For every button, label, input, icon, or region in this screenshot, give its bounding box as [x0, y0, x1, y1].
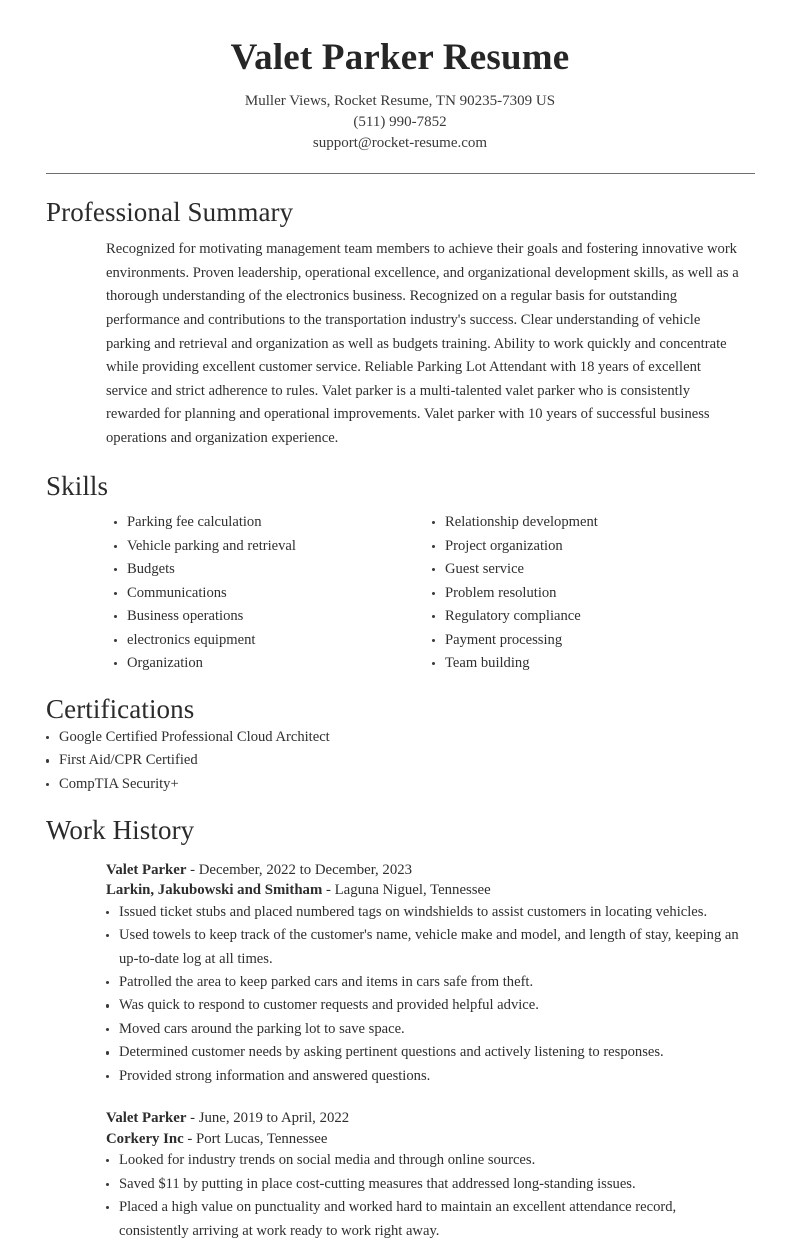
work-history-entry	[106, 860, 746, 1089]
skills-columns	[114, 511, 755, 675]
list-item: Team building	[432, 652, 750, 675]
contact-email: support@rocket-resume.com	[312, 135, 488, 152]
list-item: Regulatory compliance	[432, 605, 750, 628]
job-location: Port Lucas, Tennessee	[196, 1130, 328, 1147]
list-item: Guest service	[432, 558, 750, 581]
list-item: Organization	[114, 652, 432, 675]
section-heading-certifications: Certifications	[46, 694, 195, 725]
section-work-history	[0, 796, 800, 1243]
job-company-line	[106, 880, 746, 900]
list-item: Looked for industry trends on social media and through online sources.	[106, 1149, 746, 1172]
job-title-line	[106, 860, 746, 880]
job-company: Corkery Inc	[106, 1130, 184, 1147]
section-heading-work-history: Work History	[46, 815, 195, 846]
job-company-separator: -	[322, 882, 335, 899]
section-certifications	[0, 675, 800, 796]
job-title-separator: -	[186, 861, 199, 878]
contact-address: Muller Views, Rocket Resume, TN 90235-7309 US	[244, 92, 556, 109]
list-item: Patrolled the area to keep parked cars and items in cars safe from theft.	[106, 971, 746, 994]
professional-summary-text: Recognized for motivating management team members to achieve their goals and fostering innovative work environments. Proven leadership, operational excellence, and organizational development skills, as well as a thorough understanding of the electronics business. Recognized on a regular basis for outstanding performance and contributions to the transportation industry's success. Clear understanding of vehicle parking and retrieval and organization as well as budgets training. Ability to work quickly and concentrate while providing excellent customer service. Reliable Parking Lot Attendant with 18 years of excellent service and strict adherence to rules. Valet parker is a multi-talented valet parker who is consistently rewarded for planning and operational improvements. Valet parker with 10 years of successful business operations and organization experience.	[106, 240, 739, 447]
list-item: Project organization	[432, 535, 750, 558]
job-dates: December, 2022 to December, 2023	[198, 861, 413, 878]
list-item: Was quick to respond to customer requests and provided helpful advice.	[106, 994, 746, 1017]
list-item: Business operations	[114, 605, 432, 628]
job-responsibility-list	[106, 901, 746, 1089]
job-responsibility-list	[106, 1149, 746, 1243]
section-heading-skills: Skills	[46, 470, 109, 501]
resume-header	[0, 0, 800, 174]
job-location: Laguna Niguel, Tennessee	[334, 882, 491, 899]
list-item: Google Certified Professional Cloud Architect	[46, 726, 686, 749]
certifications-list	[46, 726, 686, 796]
list-item: Communications	[114, 582, 432, 605]
job-title-separator: -	[186, 1110, 199, 1127]
list-item: Payment processing	[432, 629, 750, 652]
job-title: Valet Parker	[106, 1110, 187, 1127]
list-item: Placed a high value on punctuality and worked hard to maintain an excellent attendance record, consistently arriving at work ready to work right away.	[106, 1196, 746, 1243]
section-heading-professional-summary: Professional Summary	[46, 196, 294, 227]
page-title: Valet Parker Resume	[230, 37, 570, 78]
list-item: Problem resolution	[432, 582, 750, 605]
section-skills	[0, 451, 800, 676]
section-professional-summary	[0, 174, 800, 451]
contact-phone: (511) 990-7852	[353, 113, 447, 130]
list-item: Budgets	[114, 558, 432, 581]
list-item: electronics equipment	[114, 629, 432, 652]
job-dates: June, 2019 to April, 2022	[198, 1110, 350, 1127]
list-item: Provided strong information and answered questions.	[106, 1065, 746, 1088]
work-history-entries	[46, 860, 755, 1243]
list-item: Parking fee calculation	[114, 511, 432, 534]
job-title: Valet Parker	[106, 861, 187, 878]
skills-column-right	[432, 511, 750, 675]
list-item: Moved cars around the parking lot to save space.	[106, 1018, 746, 1041]
list-item: CompTIA Security+	[46, 773, 686, 796]
list-item: First Aid/CPR Certified	[46, 749, 686, 772]
list-item: Relationship development	[432, 511, 750, 534]
job-company: Larkin, Jakubowski and Smitham	[106, 882, 323, 899]
list-item: Issued ticket stubs and placed numbered tags on windshields to assist customers in locating vehicles.	[106, 901, 746, 924]
skills-column-left	[114, 511, 432, 675]
job-company-line	[106, 1129, 746, 1149]
list-item: Saved $11 by putting in place cost-cutting measures that addressed long-standing issues.	[106, 1173, 746, 1196]
contact-block	[0, 91, 800, 155]
list-item: Vehicle parking and retrieval	[114, 535, 432, 558]
job-title-line	[106, 1108, 746, 1128]
list-item: Used towels to keep track of the customer's name, vehicle make and model, and length of stay, keeping an up-to-date log at all times.	[106, 924, 746, 971]
list-item: Determined customer needs by asking pertinent questions and actively listening to responses.	[106, 1041, 746, 1064]
job-company-separator: -	[183, 1130, 196, 1147]
work-history-entry	[106, 1108, 746, 1243]
